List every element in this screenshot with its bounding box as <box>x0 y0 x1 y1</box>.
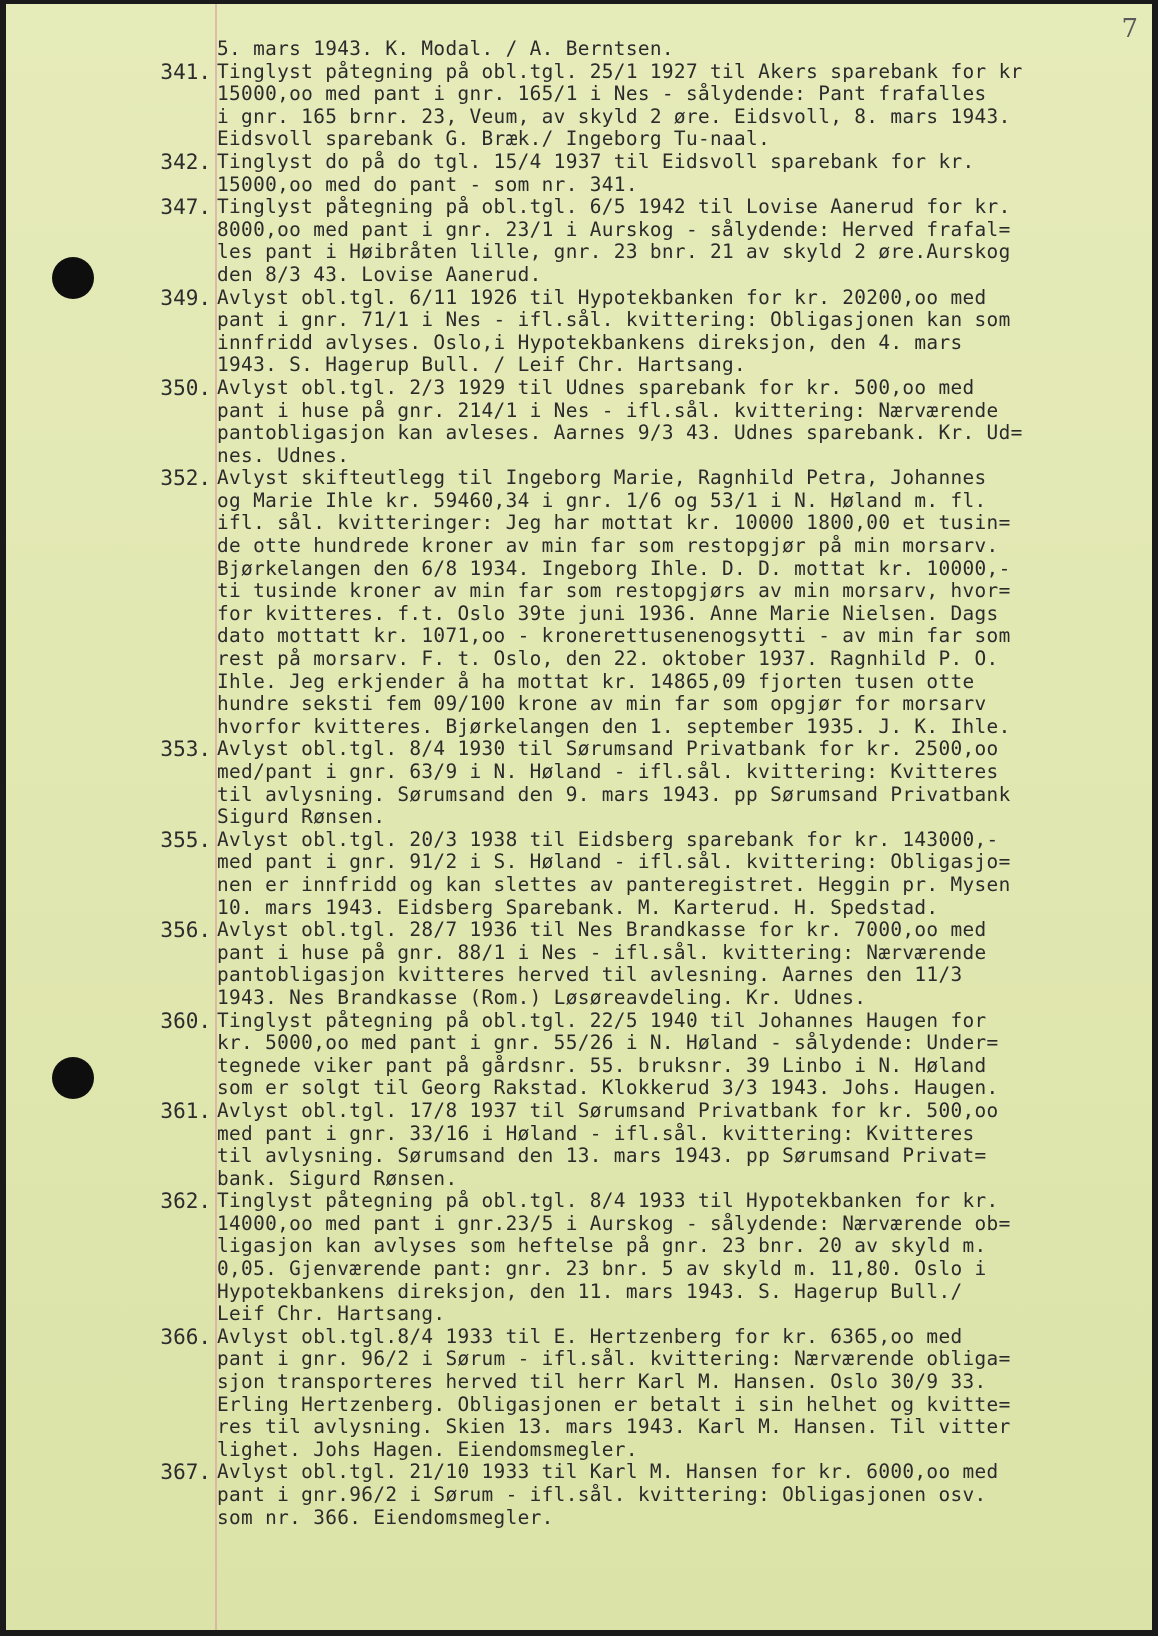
ledger-entry <box>6 919 1152 1009</box>
entry-number: 355. <box>160 827 211 852</box>
ledger-entry <box>6 151 1152 196</box>
entry-number: 366. <box>160 1324 211 1349</box>
entry-text-line: res til avlysning. Skien 13. mars 1943. Karl M. Hansen. Til vitter <box>217 1415 1011 1439</box>
entry-text-line: nen er innfridd og kan slettes av panteregistret. Heggin pr. Mysen <box>217 872 1011 896</box>
entry-text-line: Avlyst obl.tgl. 28/7 1936 til Nes Brandkasse for kr. 7000,oo med <box>217 918 987 942</box>
entry-number: 352. <box>160 466 211 491</box>
entry-text-line: de otte hundrede kroner av min far som restopgjør på min morsarv. <box>217 534 999 558</box>
entry-text-line: Avlyst obl.tgl. 6/11 1926 til Hypotekbanken for kr. 20200,oo med <box>217 285 987 309</box>
entry-text-line: Tinglyst påtegning på obl.tgl. 25/1 1927 til Akers sparebank for kr <box>217 59 1023 83</box>
entry-text-line: 1943. Nes Brandkasse (Rom.) Løsøreavdeling. Kr. Udnes. <box>217 985 867 1009</box>
ledger-entries <box>6 38 1152 1529</box>
entry-text-line: dato mottatt kr. 1071,oo - kronerettusenenogsytti - av min far som <box>217 624 1011 648</box>
entry-text-line: sjon transporteres herved til herr Karl M. Hansen. Oslo 30/9 33. <box>217 1370 987 1394</box>
entry-text-line: rest på morsarv. F. t. Oslo, den 22. oktober 1937. Ragnhild P. O. <box>217 647 999 671</box>
entry-text-line: pantobligasjon kan avleses. Aarnes 9/3 43. Udnes sparebank. Kr. Ud= <box>217 421 1023 445</box>
entry-number: 350. <box>160 375 211 400</box>
entry-number: 353. <box>160 737 211 762</box>
entry-number: 349. <box>160 285 211 310</box>
entry-number: 342. <box>160 149 211 174</box>
ledger-entry <box>6 1461 1152 1529</box>
entry-text-line: med pant i gnr. 33/16 i Høland - ifl.sål. kvittering: Kvitteres <box>217 1121 975 1145</box>
entry-text-line: innfridd avlyses. Oslo,i Hypotekbankens direksjon, den 4. mars <box>217 330 963 354</box>
entry-text-line: Avlyst obl.tgl. 17/8 1937 til Sørumsand Privatbank for kr. 500,oo <box>217 1098 999 1122</box>
entry-text-line: ligasjon kan avlyses som heftelse på gnr. 23 bnr. 20 av skyld m. <box>217 1234 987 1258</box>
ledger-entry <box>6 38 1152 61</box>
entry-text-line: Erling Hertzenberg. Obligasjonen er betalt i sin helhet og kvitte= <box>217 1392 1011 1416</box>
entry-number: 356. <box>160 918 211 943</box>
entry-text-line: Leif Chr. Hartsang. <box>217 1302 446 1326</box>
entry-number: 360. <box>160 1008 211 1033</box>
entry-text-line: kr. 5000,oo med pant i gnr. 55/26 i N. Høland - sålydende: Under= <box>217 1031 999 1055</box>
entry-number: 347. <box>160 195 211 220</box>
entry-text-line: for kvitteres. f.t. Oslo 39te juni 1936. Anne Marie Nielsen. Dags <box>217 601 999 625</box>
entry-text-line: Avlyst obl.tgl. 20/3 1938 til Eidsberg sparebank for kr. 143000,- <box>217 827 999 851</box>
entry-text-line: Sigurd Rønsen. <box>217 805 386 829</box>
entry-text-line: 1943. S. Hagerup Bull. / Leif Chr. Hartsang. <box>217 353 747 377</box>
entry-text-line: pant i huse på gnr. 214/1 i Nes - ifl.sål. kvittering: Nærværende <box>217 398 999 422</box>
entry-text-line: ti tusinde kroner av min far som restopgjørs av min morsarv, hvor= <box>217 579 1011 603</box>
entry-text-line: Tinglyst påtegning på obl.tgl. 22/5 1940 til Johannes Haugen for <box>217 1008 987 1032</box>
ledger-entry <box>6 287 1152 377</box>
ledger-entry <box>6 1190 1152 1326</box>
entry-text-line: 10. mars 1943. Eidsberg Sparebank. M. Karterud. H. Spedstad. <box>217 895 939 919</box>
entry-text-line: pant i huse på gnr. 88/1 i Nes - ifl.sål. kvittering: Nærværende <box>217 940 987 964</box>
entry-text-line: 15000,oo med do pant - som nr. 341. <box>217 172 638 196</box>
entry-text-line: til avlysning. Sørumsand den 9. mars 1943. pp Sørumsand Privatbank <box>217 782 1011 806</box>
entry-text-line: med pant i gnr. 91/2 i S. Høland - ifl.sål. kvittering: Obligasjo= <box>217 850 1011 874</box>
entry-text-line: og Marie Ihle kr. 59460,34 i gnr. 1/6 og 53/1 i N. Høland m. fl. <box>217 488 987 512</box>
entry-text-line: Hypotekbankens direksjon, den 11. mars 1943. S. Hagerup Bull./ <box>217 1279 963 1303</box>
entry-text-line: som er solgt til Georg Rakstad. Klokkerud 3/3 1943. Johs. Haugen. <box>217 1076 999 1100</box>
entry-text-line: Avlyst obl.tgl. 2/3 1929 til Udnes sparebank for kr. 500,oo med <box>217 375 975 399</box>
entry-text-line: 14000,oo med pant i gnr.23/5 i Aurskog - sålydende: Nærværende ob= <box>217 1211 1011 1235</box>
entry-text-line: 8000,oo med pant i gnr. 23/1 i Aurskog - sålydende: Herved frafal= <box>217 217 1011 241</box>
ledger-entry <box>6 1010 1152 1100</box>
entry-number: 361. <box>160 1098 211 1123</box>
ledger-page <box>6 4 1152 1630</box>
entry-text-line: lighet. Johs Hagen. Eiendomsmegler. <box>217 1437 638 1461</box>
entry-text-line: med/pant i gnr. 63/9 i N. Høland - ifl.sål. kvittering: Kvitteres <box>217 760 999 783</box>
entry-text-line: 5. mars 1943. K. Modal. / A. Berntsen. <box>217 37 674 60</box>
entry-text-line: Tinglyst påtegning på obl.tgl. 8/4 1933 til Hypotekbanken for kr. <box>217 1189 999 1213</box>
entry-text-line: 15000,oo med pant i gnr. 165/1 i Nes - sålydende: Pant frafalles <box>217 82 987 106</box>
ledger-entry <box>6 1100 1152 1190</box>
entry-text-line: ifl. sål. kvitteringer: Jeg har mottat kr. 10000 1800,00 et tusin= <box>217 511 1011 535</box>
entry-text-line: bank. Sigurd Rønsen. <box>217 1166 458 1190</box>
entry-text-line: hvorfor kvitteres. Bjørkelangen den 1. september 1935. J. K. Ihle. <box>217 714 1011 738</box>
page-number: 7 <box>1121 14 1138 44</box>
entry-text-line: Avlyst obl.tgl. 21/10 1933 til Karl M. Hansen for kr. 6000,oo med <box>217 1460 999 1484</box>
ledger-entry <box>6 467 1152 738</box>
entry-text-line: til avlysning. Sørumsand den 13. mars 1943. pp Sørumsand Privat= <box>217 1144 987 1168</box>
ledger-entry <box>6 377 1152 467</box>
entry-text-line: den 8/3 43. Lovise Aanerud. <box>217 262 542 286</box>
ledger-entry <box>6 1326 1152 1462</box>
entry-text-line: pantobligasjon kvitteres herved til avlesning. Aarnes den 11/3 <box>217 963 963 987</box>
entry-text-line: Avlyst obl.tgl. 8/4 1930 til Sørumsand Privatbank for kr. 2500,oo <box>217 737 999 761</box>
entry-text-line: pant i gnr.96/2 i Sørum - ifl.sål. kvittering: Obligasjonen osv. <box>217 1483 987 1506</box>
entry-text-line: Ihle. Jeg erkjender å ha mottat kr. 14865,09 fjorten tusen otte <box>217 669 975 693</box>
entry-number: 367. <box>160 1460 211 1485</box>
entry-number: 362. <box>160 1189 211 1214</box>
ledger-entry <box>6 61 1152 151</box>
ledger-entry <box>6 829 1152 919</box>
entry-text-line: Eidsvoll sparebank G. Bræk./ Ingeborg Tu-naal. <box>217 127 771 151</box>
entry-text-line: tegnede viker pant på gårdsnr. 55. bruksnr. 39 Linbo i N. Høland <box>217 1053 987 1077</box>
entry-text-line: Tinglyst påtegning på obl.tgl. 6/5 1942 til Lovise Aanerud for kr. <box>217 195 1011 219</box>
entry-text-line: 0,05. Gjenværende pant: gnr. 23 bnr. 5 av skyld m. 11,80. Oslo i <box>217 1257 987 1281</box>
ledger-entry <box>6 196 1152 286</box>
entry-text-line: les pant i Høibråten lille, gnr. 23 bnr. 21 av skyld 2 øre.Aurskog <box>217 240 1011 264</box>
entry-number: 341. <box>160 59 211 84</box>
entry-text-line: nes. Udnes. <box>217 443 350 467</box>
entry-text-line: Bjørkelangen den 6/8 1934. Ingeborg Ihle. D. D. mottat kr. 10000,- <box>217 556 1011 580</box>
entry-text-line: Avlyst obl.tgl.8/4 1933 til E. Hertzenberg for kr. 6365,oo med <box>217 1324 963 1348</box>
entry-text-line: som nr. 366. Eiendomsmegler. <box>217 1505 554 1529</box>
entry-text-line: Avlyst skifteutlegg til Ingeborg Marie, Ragnhild Petra, Johannes <box>217 466 987 490</box>
entry-text-line: i gnr. 165 brnr. 23, Veum, av skyld 2 øre. Eidsvoll, 8. mars 1943. <box>217 104 1011 128</box>
entry-text-line: hundre seksti fem 09/100 krone av min far som opgjør for morsarv <box>217 692 987 716</box>
ledger-entry <box>6 738 1152 828</box>
entry-text-line: pant i gnr. 71/1 i Nes - ifl.sål. kvittering: Obligasjonen kan som <box>217 308 1011 332</box>
entry-text-line: Tinglyst do på do tgl. 15/4 1937 til Eidsvoll sparebank for kr. <box>217 149 975 173</box>
entry-text-line: pant i gnr. 96/2 i Sørum - ifl.sål. kvittering: Nærværende obliga= <box>217 1347 1011 1371</box>
